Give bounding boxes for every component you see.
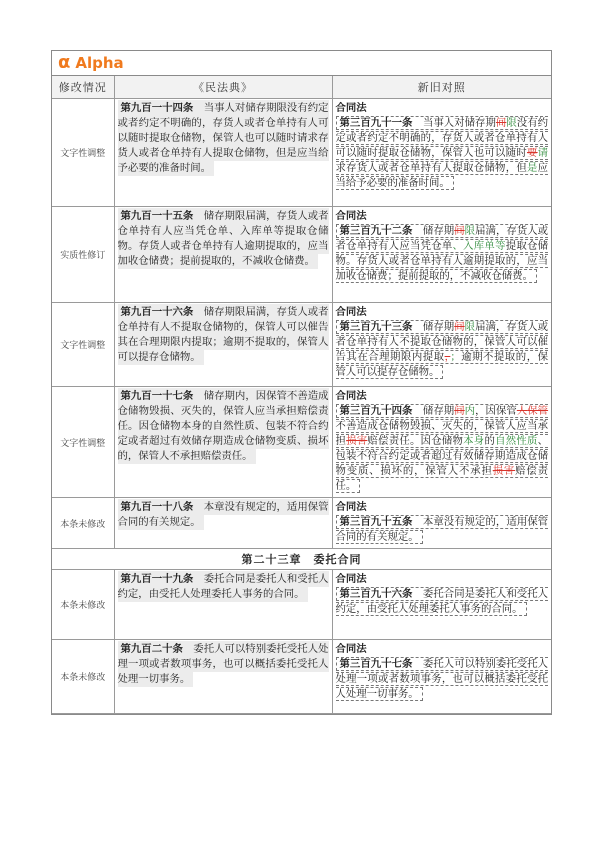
article-number: 第九百一十五条	[120, 210, 194, 222]
civil-code-article	[114, 303, 332, 387]
deleted-text: 间	[495, 117, 507, 129]
unchanged-text: 储存期	[412, 321, 455, 333]
source-law: 合同法	[335, 573, 367, 585]
table-row	[52, 498, 551, 549]
source-law: 合同法	[335, 306, 367, 318]
table-row	[52, 303, 551, 387]
brand-bar	[52, 51, 551, 76]
old-new-comparison	[332, 498, 551, 549]
old-article-number: 第三百九十六条	[339, 588, 413, 600]
deleted-text: 要	[526, 147, 538, 159]
change-kind: 本条未修改	[52, 570, 114, 640]
old-new-comparison	[332, 570, 551, 640]
old-article-number: 第三百九十五条	[339, 516, 413, 528]
change-kind: 实质性修订	[52, 207, 114, 303]
old-article-number: 第三百九十三条	[339, 321, 413, 333]
civil-code-article	[114, 570, 332, 640]
article-text: 委托人可以特别委托受托人处理一项或者数项事务，也可以概括委托受托人处理一切事务。	[117, 643, 329, 685]
header-compare: 新旧对照	[332, 76, 551, 99]
comparison-box	[336, 224, 549, 283]
unchanged-text: 当事人对储存期	[412, 117, 496, 129]
article-number: 第九百一十八条	[120, 501, 194, 513]
article-text: 储存期限届满，存货人或者仓单持有人应当凭仓单、入库单等提取仓储物。存货人或者仓单持有人逾期提取的，应当加收仓储费；提前提取的，不减收仓储费。	[117, 210, 329, 267]
old-article-number: 第三百九十二条	[339, 225, 413, 237]
change-kind: 文字性调整	[52, 303, 114, 387]
unchanged-text: 届满，存货人或者仓单持有人不提取仓储物的，保管人可以催告其在合理期限内提取	[335, 321, 549, 363]
unchanged-text: 委托人可以特别委托受托人处理一项或者数项事务，也可以概括委托受托人处理一切事务。	[335, 658, 549, 700]
added-text: 请	[537, 147, 549, 159]
old-new-comparison	[332, 303, 551, 387]
source-law: 合同法	[335, 102, 367, 114]
unchanged-text: 委托合同是委托人和受托人约定，由受托人处理委托人事务的合同。	[335, 588, 549, 615]
added-text: 自然性质	[495, 435, 538, 447]
comparison-box	[336, 404, 549, 493]
article-box	[118, 499, 329, 530]
civil-code-article	[114, 207, 332, 303]
deleted-text: 间	[454, 321, 465, 333]
civil-code-article	[114, 99, 332, 207]
old-new-comparison	[332, 99, 551, 207]
added-text: 是	[526, 162, 538, 174]
old-new-comparison	[332, 387, 551, 498]
table-row	[52, 99, 551, 207]
article-text: 委托合同是委托人和受托人约定，由受托人处理委托人事务的合同。	[117, 573, 329, 600]
added-text: ；	[450, 351, 461, 363]
unchanged-text: 逾期不提取的，保管人可以提存仓储物。	[335, 351, 549, 378]
deleted-text: 间	[454, 405, 465, 417]
chapter-title: 第二十三章 委托合同	[52, 549, 551, 570]
old-article-number: 第三百九十四条	[339, 405, 413, 417]
brand-name: Alpha	[75, 54, 124, 72]
article-box	[118, 388, 329, 464]
civil-code-article	[114, 640, 332, 714]
change-kind: 文字性调整	[52, 99, 114, 207]
deleted-text: ，	[444, 351, 451, 363]
article-box	[118, 208, 329, 269]
comparison-sheet	[51, 50, 552, 715]
unchanged-text: 储存期	[412, 405, 455, 417]
old-article-number: 第三百九十一条	[339, 117, 413, 129]
article-number: 第九百二十条	[120, 643, 183, 655]
article-number: 第九百一十七条	[120, 390, 194, 402]
comparison-box	[336, 320, 549, 379]
added-text: 、入库单等	[452, 240, 506, 252]
unchanged-text: 本章没有规定的，适用保管合同的有关规定。	[335, 516, 549, 543]
unchanged-text: 储存期	[412, 225, 455, 237]
change-kind: 本条未修改	[52, 640, 114, 714]
deleted-text: 损害	[492, 465, 516, 477]
comparison-box	[336, 515, 549, 544]
article-box	[118, 304, 329, 365]
source-law: 合同法	[335, 501, 367, 513]
unchanged-text: 届满，存货人或者仓单持有人应当凭仓单	[335, 225, 549, 252]
added-text: 限	[506, 117, 517, 129]
civil-code-article	[114, 498, 332, 549]
unchanged-text: 提取仓储物。存货人或者仓单持有人逾期提取的，应当加收仓储费；提前提取的，不减收仓储费。	[335, 240, 549, 282]
change-kind: 本条未修改	[52, 498, 114, 549]
unchanged-text: ，因保管	[475, 405, 517, 417]
added-text: 限	[464, 225, 476, 237]
unchanged-text: 的	[484, 435, 496, 447]
deleted-text: 人	[516, 405, 528, 417]
article-number: 第九百一十四条	[120, 102, 194, 114]
source-law: 合同法	[335, 643, 367, 655]
alpha-logo-icon: α	[58, 52, 71, 73]
deleted-text: 保管	[527, 405, 549, 417]
comparison-box	[336, 587, 549, 616]
article-text: 本章没有规定的，适用保管合同的有关规定。	[117, 501, 329, 528]
old-article-number: 第三百九十七条	[339, 658, 413, 670]
unchanged-text: 求存货人或者仓单持有人提取仓储物，但	[335, 162, 527, 174]
added-text: 限	[464, 321, 476, 333]
unchanged-text: 赔偿责任。	[335, 465, 549, 492]
added-text: 本身	[463, 435, 485, 447]
comparison-table	[52, 76, 551, 714]
deleted-text: 间	[454, 225, 465, 237]
unchanged-text: 赔偿责任。因仓储物	[367, 435, 464, 447]
article-text: 当事人对储存期限没有约定或者约定不明确的，存货人或者仓单持有人可以随时提取仓储物，保管人也可以随时请求存货人或者仓单持有人提取仓储物，但是应当给予必要的准备时间。	[117, 102, 329, 174]
old-new-comparison	[332, 207, 551, 303]
source-law: 合同法	[335, 210, 367, 222]
table-row	[52, 640, 551, 714]
unchanged-text: 、包装不符合约定或者超过有效储存期造成仓储物变质、损坏的，保管人不承担	[335, 435, 549, 477]
table-row	[52, 570, 551, 640]
table-row	[52, 207, 551, 303]
article-box	[118, 641, 329, 687]
deleted-text: 损害	[346, 435, 368, 447]
civil-code-article	[114, 387, 332, 498]
unchanged-text: 应当给予必要的准备时间。	[335, 162, 549, 189]
header-kind: 修改情况	[52, 76, 114, 99]
old-new-comparison	[332, 640, 551, 714]
article-box	[118, 571, 329, 602]
table-row	[52, 387, 551, 498]
chapter-row	[52, 549, 551, 570]
article-number: 第九百一十六条	[120, 306, 194, 318]
table-body	[52, 99, 551, 714]
article-text: 储存期限届满，存货人或者仓单持有人不提取仓储物的，保管人可以催告其在合理期限内提取；逾期不提取的，保管人可以提存仓储物。	[117, 306, 329, 363]
comparison-box	[336, 116, 549, 190]
added-text: 内	[464, 405, 476, 417]
article-text: 储存期内，因保管不善造成仓储物毁损、灭失的，保管人应当承担赔偿责任。因仓储物本身的自然性质、包装不符合约定或者超过有效储存期造成仓储物变质、损坏的，保管人不承担赔偿责任。	[117, 390, 329, 462]
unchanged-text: 不善造成仓储物毁损、灭失的，保管人应当承担	[335, 420, 548, 447]
header-law: 《民法典》	[114, 76, 332, 99]
article-number: 第九百一十九条	[120, 573, 194, 585]
article-box	[118, 100, 329, 176]
comparison-box	[336, 657, 549, 701]
change-kind: 文字性调整	[52, 387, 114, 498]
unchanged-text: 没有约定或者约定不明确的，存货人或者仓单持有人可以随时提取仓储物，保管人也可以随时	[335, 117, 549, 159]
source-law: 合同法	[335, 390, 367, 402]
